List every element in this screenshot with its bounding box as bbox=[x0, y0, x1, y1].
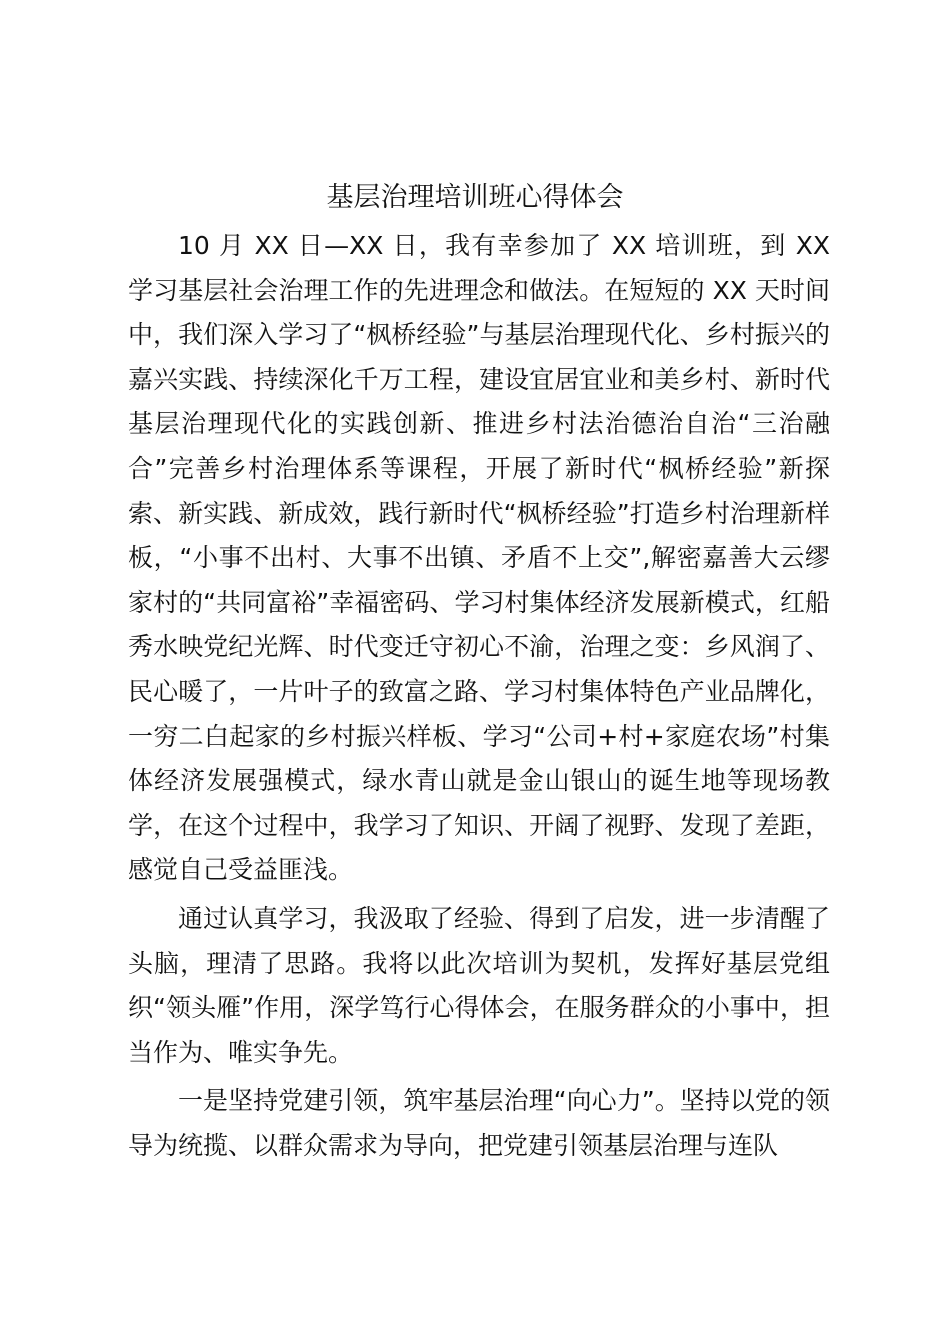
paragraph-1: 10 月 XX 日—XX 日，我有幸参加了 XX 培训班，到 XX 学习基层社会治理工作的先进理念和做法。在短短的 XX 天时间中，我们深入学习了“枫桥经验”与基层治理现代化、乡村振兴的嘉兴实践、持续深化千万工程，建设宜居宜业和美乡村、新时代基层治理现代化的实践创新、推进乡村法治德治自治“三治融合”完善乡村治理体系等课程，开展了新时代“枫桥经验”新探索、新实践、新成效，践行新时代“枫桥经验”打造乡村治理新样板，“小事不出村、大事不出镇、矛盾不上交”,解密嘉善大云缪家村的“共同富裕”幸福密码、学习村集体经济发展新模式，红船秀水映党纪光辉、时代变迁守初心不渝，治理之变：乡风润了、民心暖了，一片叶子的致富之路、学习村集体特色产业品牌化，一穷二白起家的乡村振兴样板、学习“公司+村+家庭农场”村集体经济发展强模式，绿水青山就是金山银山的诞生地等现场教学，在这个过程中，我学习了知识、开阔了视野、发现了差距，感觉自己受益匪浅。 bbox=[128, 231, 830, 885]
document-title: 基层治理培训班心得体会 bbox=[326, 182, 624, 213]
paragraph-3: 一是坚持党建引领，筑牢基层治理“向心力”。坚持以党的领导为统揽、以群众需求为导向，把党建引领基层治理与连队 bbox=[128, 1086, 830, 1160]
paragraph-2: 通过认真学习，我汲取了经验、得到了启发，进一步清醒了头脑，理清了思路。我将以此次培训为契机，发挥好基层党组织“领头雁”作用，深学笃行心得体会，在服务群众的小事中，担当作为、唯实争先。 bbox=[128, 903, 830, 1067]
document-body bbox=[128, 224, 830, 1168]
